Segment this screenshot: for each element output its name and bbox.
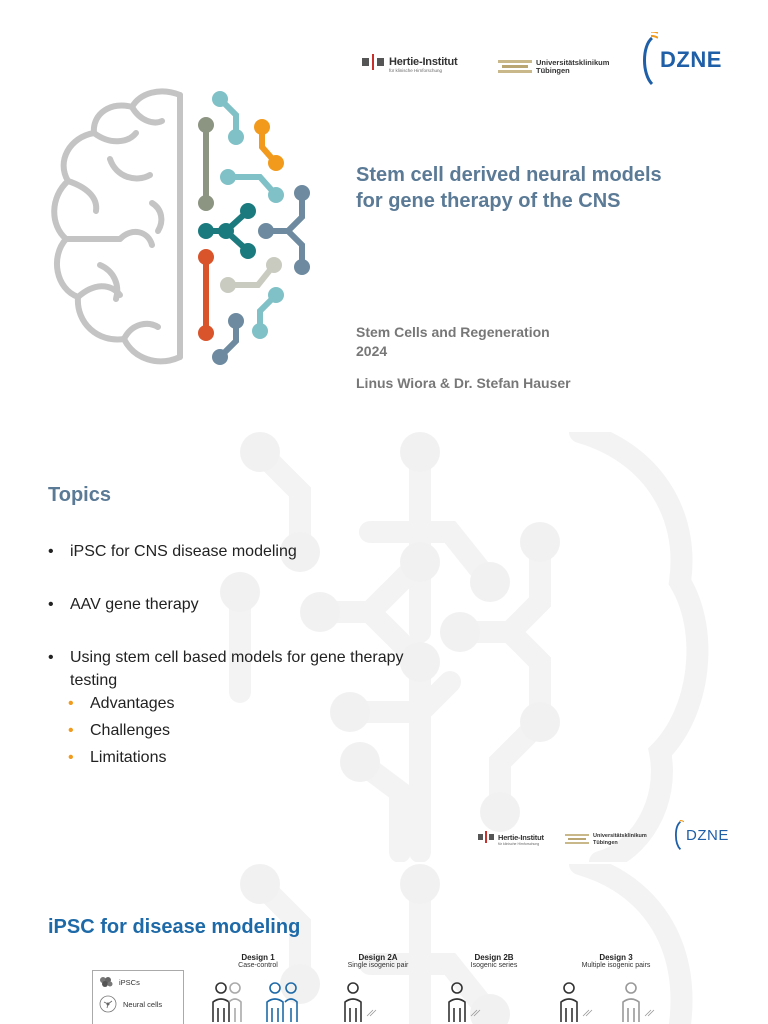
design-1-header: Design 1 Case-control bbox=[238, 953, 278, 969]
slide-title: Topics bbox=[48, 484, 111, 506]
design-3-header: Design 3 Multiple isogenic pairs bbox=[581, 953, 651, 969]
ukt-mark-icon bbox=[498, 58, 532, 76]
hertie-subtitle: für klinische Hirnforschung bbox=[498, 842, 540, 846]
list-item bbox=[48, 540, 468, 563]
bullet-icon: • bbox=[68, 722, 74, 739]
ukt-logo bbox=[498, 58, 609, 76]
course-year: 2024 bbox=[356, 343, 388, 359]
person-icon bbox=[213, 983, 229, 1022]
ukt-line2: Tübingen bbox=[593, 839, 618, 846]
neural-cell-icon bbox=[99, 995, 117, 1013]
edit-marker-icons bbox=[367, 1010, 654, 1016]
topics-slide bbox=[0, 432, 768, 862]
course-info bbox=[356, 323, 550, 361]
course-name: Stem Cells and Regeneration bbox=[356, 324, 550, 340]
person-icon bbox=[267, 983, 283, 1022]
legend bbox=[92, 970, 184, 1024]
presentation-title bbox=[356, 162, 736, 214]
ukt-line1: Universitätsklinikum bbox=[536, 57, 610, 67]
sub-list-item bbox=[68, 749, 166, 767]
hertie-logo bbox=[478, 828, 544, 846]
bullet-icon: • bbox=[48, 543, 54, 560]
ukt-line2: Tübingen bbox=[536, 66, 570, 75]
subtopic-text: Advantages bbox=[90, 695, 175, 712]
bullet-icon: • bbox=[48, 649, 54, 666]
sub-list-item bbox=[68, 695, 175, 713]
subtopic-text: Challenges bbox=[90, 722, 171, 739]
title-line-2: for gene therapy of the CNS bbox=[356, 190, 621, 212]
title-line-1: Stem cell derived neural models bbox=[356, 164, 662, 186]
slide-title: iPSC for disease modeling bbox=[48, 916, 301, 938]
hertie-subtitle: für klinische Hirnforschung bbox=[389, 68, 443, 73]
dzne-mark-icon bbox=[672, 818, 684, 852]
person-icon bbox=[285, 983, 297, 1022]
hertie-name: Hertie-Institut bbox=[498, 833, 544, 842]
authors: Linus Wiora & Dr. Stefan Hauser bbox=[356, 375, 571, 391]
person-icon bbox=[449, 983, 465, 1022]
topic-text: AAV gene therapy bbox=[70, 596, 199, 613]
design-2b-header: Design 2B Isogenic series bbox=[470, 953, 518, 969]
topic-text: iPSC for CNS disease modeling bbox=[70, 543, 297, 560]
bullet-icon: • bbox=[68, 695, 74, 712]
dzne-logo bbox=[638, 32, 722, 88]
sub-list-item bbox=[68, 722, 170, 740]
ipsc-cluster-icon bbox=[99, 976, 113, 988]
ukt-line1: Universitätsklinikum bbox=[593, 833, 647, 840]
dzne-text: DZNE bbox=[660, 47, 722, 72]
person-icon bbox=[229, 983, 241, 1022]
bullet-icon: • bbox=[48, 596, 54, 613]
list-item bbox=[48, 593, 468, 616]
person-icon bbox=[623, 983, 639, 1022]
dzne-mark-icon bbox=[638, 32, 658, 88]
ukt-mark-icon bbox=[565, 833, 589, 846]
topic-text: Using stem cell based models for gene therapy testing bbox=[70, 649, 404, 689]
hertie-logo bbox=[362, 50, 458, 73]
title-slide bbox=[0, 0, 768, 430]
hertie-name: Hertie-Institut bbox=[389, 56, 458, 68]
subtopic-text: Limitations bbox=[90, 749, 167, 766]
design-2a-header: Design 2A Single isogenic pair bbox=[347, 953, 409, 969]
brain-circuit-illustration bbox=[40, 85, 330, 385]
list-item bbox=[48, 646, 468, 692]
person-icon bbox=[561, 983, 577, 1022]
legend-item-neural-cells: Neural cells bbox=[99, 993, 183, 1015]
ipsc-disease-modeling-slide bbox=[0, 864, 768, 1024]
legend-item-ipscs: iPSCs bbox=[99, 971, 183, 993]
bullet-icon: • bbox=[68, 749, 74, 766]
hertie-mark-icon bbox=[362, 54, 384, 70]
hertie-mark-icon bbox=[478, 831, 494, 843]
person-figures bbox=[205, 982, 725, 1024]
person-icon bbox=[345, 983, 361, 1022]
ukt-logo bbox=[565, 833, 647, 846]
dzne-logo bbox=[672, 818, 729, 852]
dzne-text: DZNE bbox=[686, 826, 729, 844]
